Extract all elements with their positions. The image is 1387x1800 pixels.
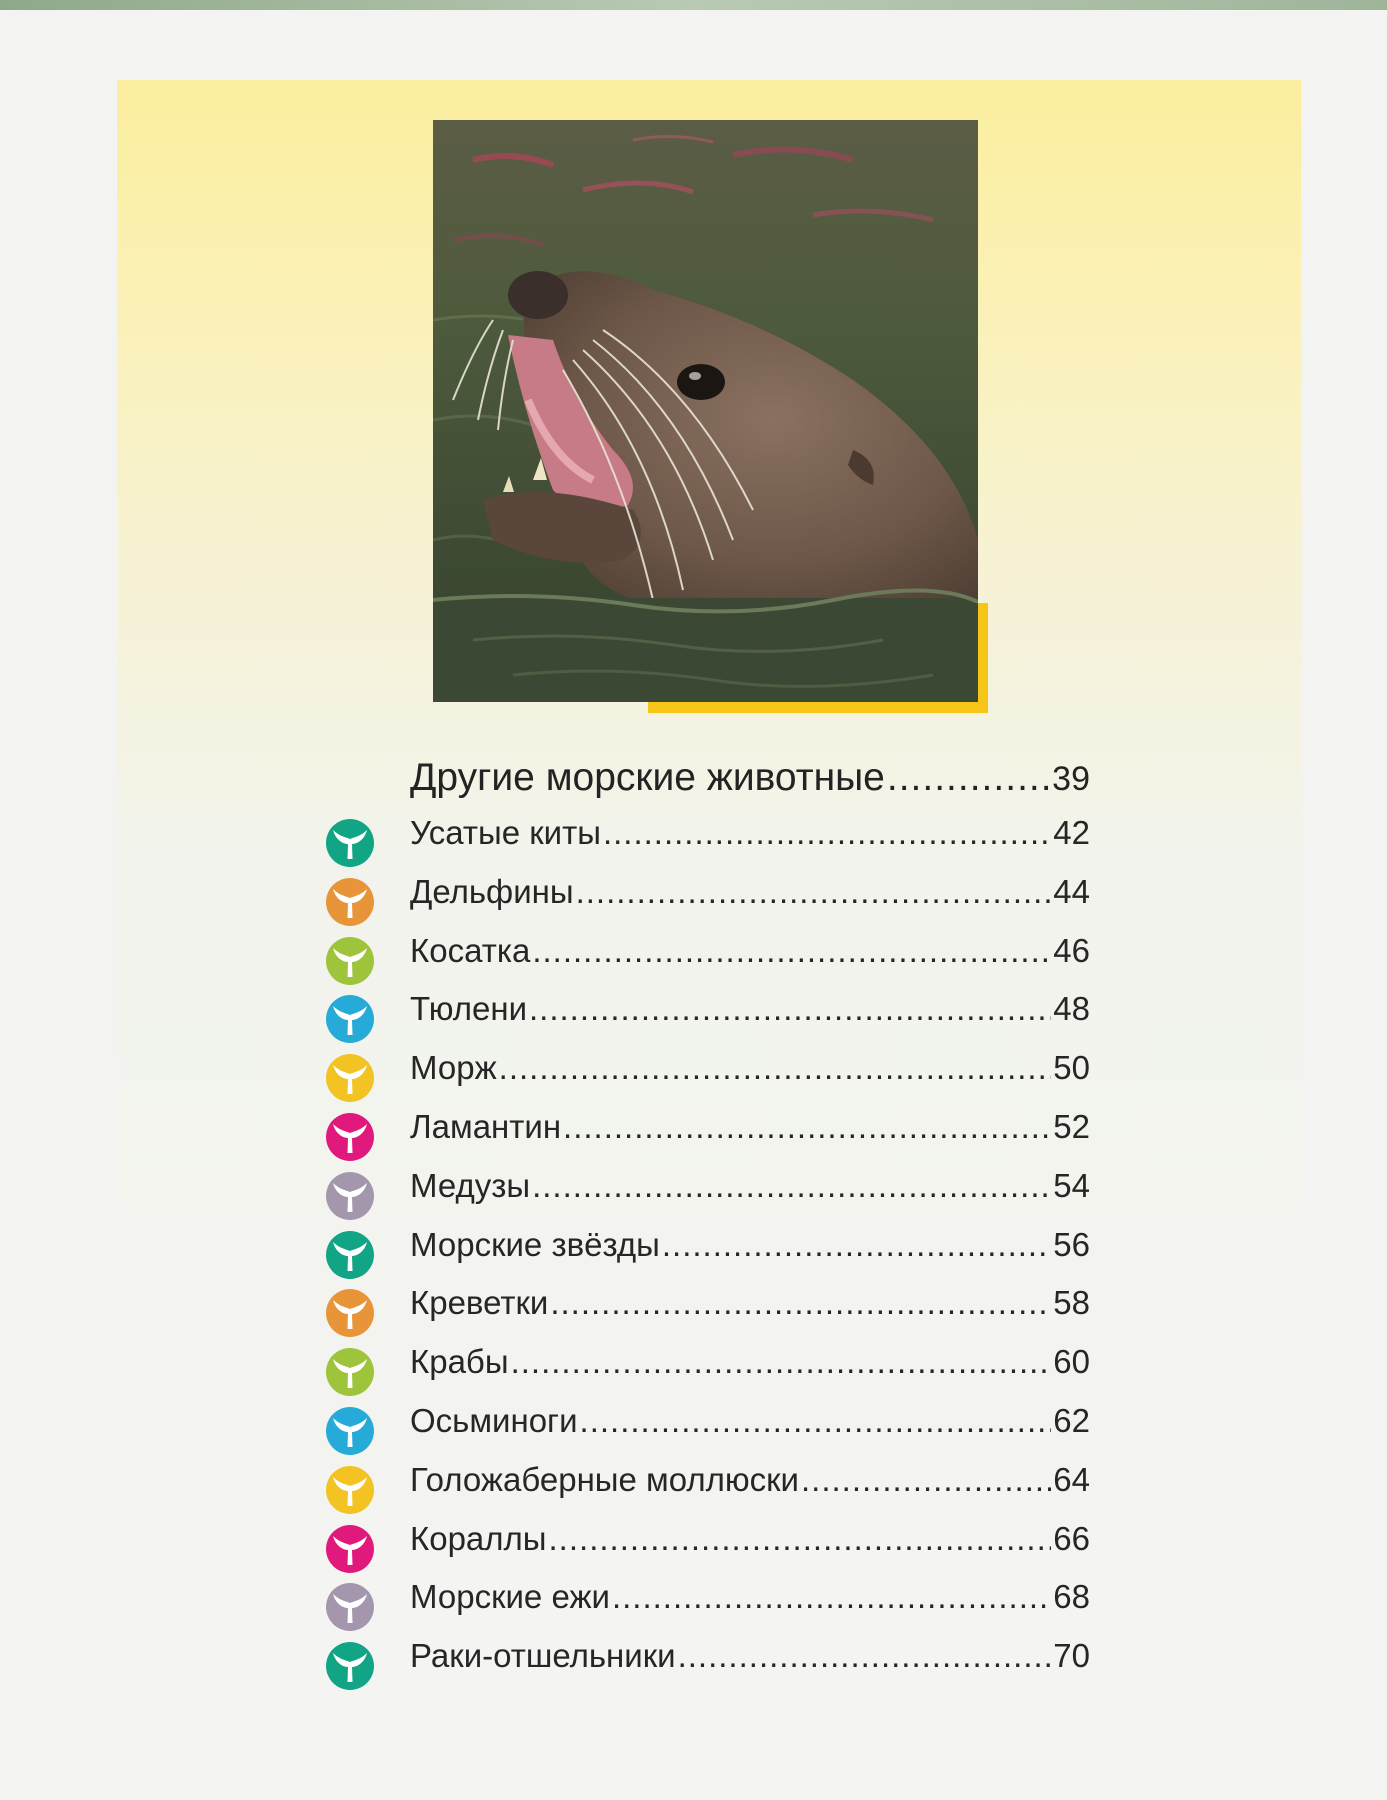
toc-item-text — [410, 1284, 1090, 1334]
toc-item-label: Ламантин — [410, 1108, 562, 1145]
toc-item-label: Голожаберные моллюски — [410, 1460, 799, 1498]
dot-leader — [499, 1049, 1052, 1087]
toc-item-label: Морж — [410, 1049, 497, 1087]
toc-item-label: Морские звёзды — [410, 1225, 660, 1263]
dot-leader — [801, 1461, 1051, 1499]
toc-item-label: Крабы — [410, 1343, 509, 1381]
whale-tail-icon — [326, 1289, 374, 1337]
toc-item-page-number: 44 — [1053, 872, 1090, 910]
whale-tail-icon — [326, 1348, 374, 1396]
toc-item-text — [410, 1461, 1090, 1511]
toc-item-page-number: 54 — [1053, 1166, 1090, 1204]
top-edge-strip — [0, 0, 1387, 10]
whale-tail-icon — [326, 1466, 374, 1514]
dot-leader — [532, 1167, 1051, 1205]
toc-item-page-number: 48 — [1053, 990, 1090, 1028]
toc-item-text — [410, 1637, 1090, 1687]
dot-leader — [529, 990, 1051, 1028]
toc-item-page-number: 62 — [1053, 1402, 1090, 1439]
toc-item-text — [410, 990, 1090, 1040]
toc-item-page-number: 68 — [1053, 1578, 1090, 1616]
whale-tail-icon — [326, 819, 374, 867]
sea-lion-photo — [433, 120, 978, 702]
toc-item-text — [410, 1226, 1090, 1276]
toc-item[interactable] — [320, 1461, 1090, 1511]
toc-item-label: Раки-отшельники — [410, 1637, 676, 1675]
dot-leader — [576, 873, 1052, 911]
toc-item-label: Морские ежи — [410, 1578, 610, 1616]
toc-item-text — [410, 1108, 1090, 1158]
toc-item[interactable] — [320, 1284, 1090, 1334]
toc-item[interactable] — [320, 1167, 1090, 1217]
dot-leader — [678, 1637, 1052, 1675]
whale-tail-icon — [326, 1113, 374, 1161]
toc-item-page-number: 52 — [1053, 1108, 1090, 1145]
toc-item-page-number: 50 — [1053, 1049, 1090, 1087]
toc-item-text — [410, 814, 1090, 864]
dot-leader — [563, 1108, 1051, 1146]
section-title: Другие морские животные — [410, 756, 885, 799]
toc-item-page-number: 58 — [1053, 1284, 1090, 1322]
toc-item-page-number: 56 — [1053, 1225, 1090, 1263]
toc-item-text — [410, 1520, 1090, 1570]
toc-item[interactable] — [320, 814, 1090, 864]
toc-item-text — [410, 932, 1090, 982]
toc-item-label: Тюлени — [410, 990, 527, 1028]
toc-item-label: Дельфины — [410, 872, 574, 910]
toc-item-label: Медузы — [410, 1166, 531, 1204]
whale-tail-icon — [326, 995, 374, 1043]
sea-lion-illustration — [433, 120, 978, 702]
toc-item[interactable] — [320, 1637, 1090, 1687]
toc-item-label: Креветки — [410, 1284, 549, 1322]
whale-tail-icon — [326, 1642, 374, 1690]
dot-leader — [532, 932, 1051, 970]
toc-item[interactable] — [320, 932, 1090, 982]
dot-leader — [603, 814, 1051, 852]
dot-leader — [662, 1226, 1051, 1264]
toc-item[interactable] — [320, 1343, 1090, 1393]
toc-item-page-number: 60 — [1053, 1343, 1090, 1381]
toc-item-label: Усатые киты — [410, 814, 601, 851]
toc-item-page-number: 46 — [1053, 931, 1090, 969]
toc-item-text — [410, 1343, 1090, 1393]
toc-item[interactable] — [320, 873, 1090, 923]
whale-tail-icon — [326, 937, 374, 985]
section-page-number: 39 — [1052, 760, 1090, 798]
toc-item-label: Кораллы — [410, 1519, 547, 1557]
whale-tail-icon — [326, 1407, 374, 1455]
toc-item[interactable] — [320, 1520, 1090, 1570]
whale-tail-icon — [326, 1583, 374, 1631]
toc-item[interactable] — [320, 990, 1090, 1040]
toc-item-text — [410, 1167, 1090, 1217]
dot-leader — [580, 1402, 1052, 1440]
toc-item-text — [410, 1049, 1090, 1099]
whale-tail-icon — [326, 1525, 374, 1573]
whale-tail-icon — [326, 878, 374, 926]
toc-item-label: Косатка — [410, 931, 531, 969]
toc-item-text — [410, 1578, 1090, 1628]
dot-leader — [612, 1578, 1051, 1616]
toc-item[interactable] — [320, 1049, 1090, 1099]
toc-item-page-number: 64 — [1053, 1460, 1090, 1498]
toc-item[interactable] — [320, 1578, 1090, 1628]
toc-item-page-number: 66 — [1053, 1519, 1090, 1557]
dot-leader — [549, 1520, 1052, 1558]
whale-tail-icon — [326, 1172, 374, 1220]
toc-item[interactable] — [320, 1226, 1090, 1276]
toc-item-page-number: 70 — [1053, 1637, 1090, 1675]
toc-item[interactable] — [320, 1402, 1090, 1452]
dot-leader — [887, 756, 1050, 800]
toc-item-page-number: 42 — [1053, 814, 1090, 851]
toc-item-text — [410, 1402, 1090, 1452]
toc-section-heading[interactable] — [410, 756, 1090, 816]
whale-tail-icon — [326, 1054, 374, 1102]
toc-item-label: Осьминоги — [410, 1402, 578, 1439]
toc-item[interactable] — [320, 1108, 1090, 1158]
whale-tail-icon — [326, 1231, 374, 1279]
dot-leader — [550, 1284, 1051, 1322]
toc-item-text — [410, 873, 1090, 923]
dot-leader — [511, 1343, 1052, 1381]
